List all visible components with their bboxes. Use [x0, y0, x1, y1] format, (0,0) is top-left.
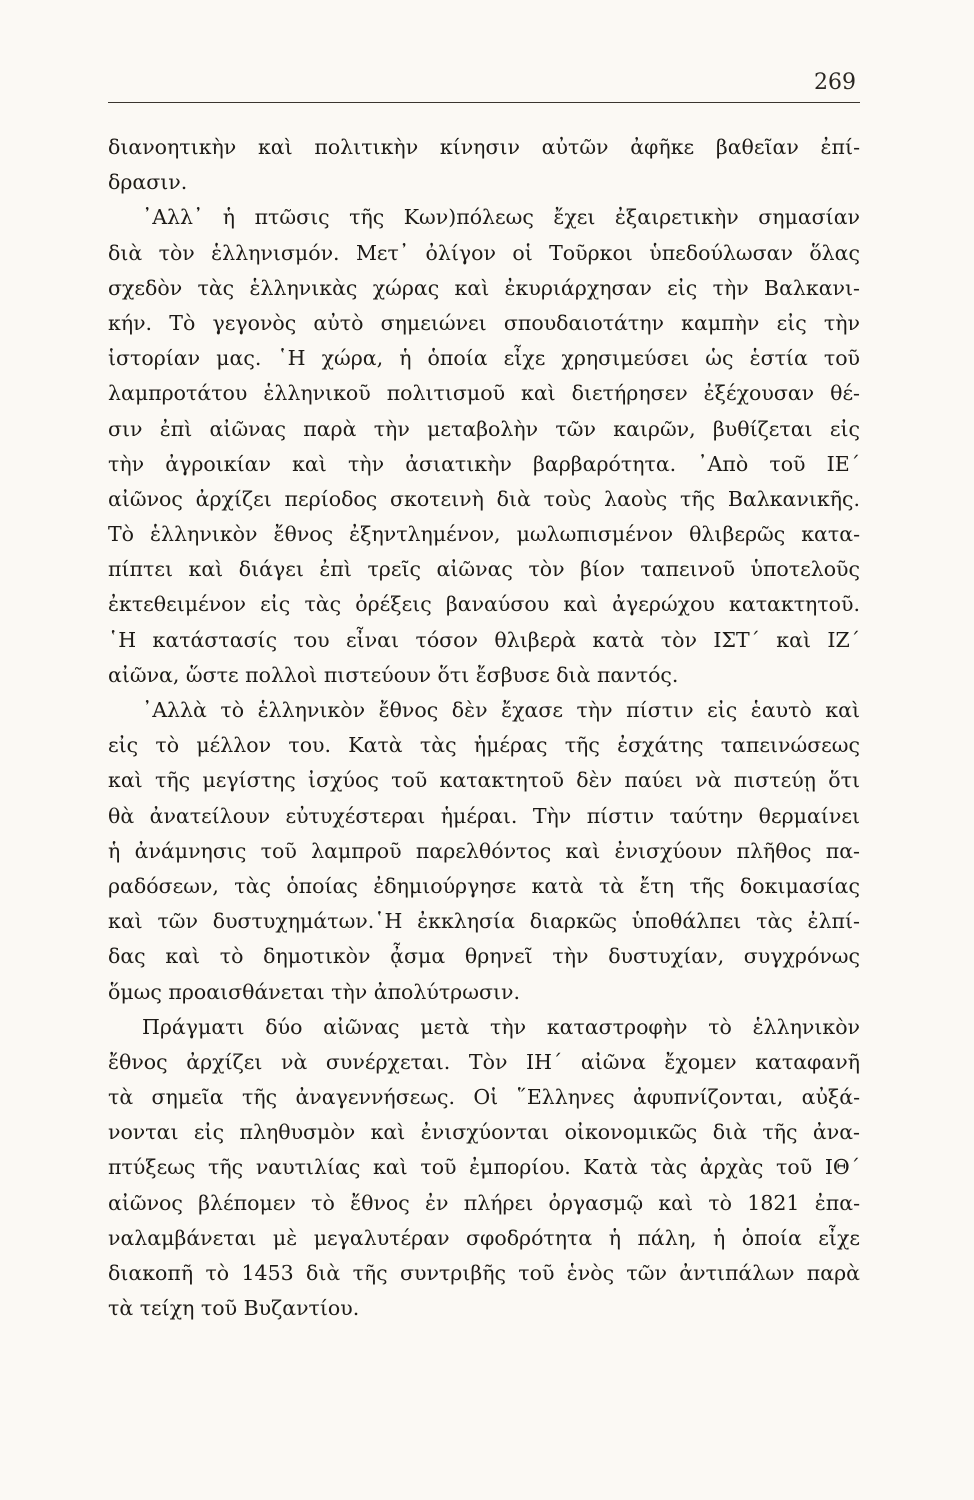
text-line: ᾿Αλλ᾿ ἡ πτῶσις τῆς Κων)πόλεως ἔχει ἐξαιρετικὴν σημασίαν	[142, 205, 860, 230]
text-line: εἰς τὸ μέλλον του. Κατὰ τὰς ἡμέρας τῆς ἐσχάτης ταπεινώσεως	[108, 733, 860, 758]
text-line: αἰῶνος βλέπομεν τὸ ἔθνος ἐν πλήρει ὀργασμῷ καὶ τὸ 1821 ἐπα-	[108, 1190, 860, 1215]
text-line: ἱστορίαν μας. ῾Η χώρα, ἡ ὁποία εἶχε χρησιμεύσει ὡς ἑστία τοῦ	[108, 346, 860, 371]
text-line: καὶ τῆς μεγίστης ἰσχύος τοῦ κατακτητοῦ δὲν παύει νὰ πιστεύῃ ὅτι	[108, 768, 860, 793]
text-line: σιν ἐπὶ αἰῶνας παρὰ τὴν μεταβολὴν τῶν καιρῶν, βυθίζεται εἰς	[108, 416, 860, 441]
body-text	[108, 130, 860, 1326]
text-line: νονται εἰς πληθυσμὸν καὶ ἐνισχύονται οἰκονομικῶς διὰ τῆς ἀνα-	[108, 1120, 860, 1145]
text-line: ὅμως προαισθάνεται τὴν ἀπολύτρωσιν.	[108, 979, 520, 1004]
text-line: σχεδὸν τὰς ἑλληνικὰς χώρας καὶ ἐκυριάρχησαν εἰς τὴν Βαλκανι-	[108, 275, 860, 300]
text-line: Τὸ ἑλληνικὸν ἔθνος ἐξηντλημένον, μωλωπισμένον θλιβερῶς κατα-	[108, 522, 860, 547]
text-line: αἰῶνα, ὥστε πολλοὶ πιστεύουν ὅτι ἔσβυσε διὰ παντός.	[108, 662, 679, 687]
header-rule	[108, 102, 860, 103]
text-line: ᾿Αλλὰ τὸ ἑλληνικὸν ἔθνος δὲν ἔχασε τὴν πίστιν εἰς ἑαυτὸ καὶ	[142, 698, 860, 722]
text-line: ῾Η κατάστασίς του εἶναι τόσον θλιβερὰ κατὰ τὸν ΙΣΤ΄ καὶ ΙΖ΄	[108, 627, 860, 652]
text-line: πτύξεως τῆς ναυτιλίας καὶ τοῦ ἐμπορίου. Κατὰ τὰς ἀρχὰς τοῦ ΙΘ΄	[108, 1155, 860, 1180]
text-line: κήν. Τὸ γεγονὸς αὐτὸ σημειώνει σπουδαιοτάτην καμπὴν εἰς τὴν	[108, 310, 860, 335]
text-line: τὰ σημεῖα τῆς ἀναγεννήσεως. Οἱ ῞Ελληνες ἀφυπνίζονται, αὐξά-	[108, 1085, 860, 1110]
text-line: ἡ ἀνάμνησις τοῦ λαμπροῦ παρελθόντος καὶ ἐνισχύουν πλῆθος πα-	[108, 838, 860, 863]
text-line: τὴν ἀγροικίαν καὶ τὴν ἀσιατικὴν βαρβαρότητα. ᾿Απὸ τοῦ ΙΕ΄	[108, 451, 860, 476]
text-line: λαμπροτάτου ἑλληνικοῦ πολιτισμοῦ καὶ διετήρησεν ἐξέχουσαν θέ-	[108, 381, 860, 406]
text-line: ἔθνος ἀρχίζει νὰ συνέρχεται. Τὸν ΙΗ΄ αἰῶνα ἔχομεν καταφανῆ	[108, 1049, 860, 1074]
text-line: διὰ τὸν ἑλληνισμόν. Μετ᾿ ὀλίγον οἱ Τοῦρκοι ὑπεδούλωσαν ὅλας	[108, 240, 860, 265]
text-line: διανοητικὴν καὶ πολιτικὴν κίνησιν αὐτῶν ἀφῆκε βαθεῖαν ἐπί-	[108, 135, 860, 159]
text-line: ραδόσεων, τὰς ὁποίας ἐδημιούργησε κατὰ τὰ ἔτη τῆς δοκιμασίας	[108, 873, 860, 898]
text-line: δας καὶ τὸ δημοτικὸν ᾆσμα θρηνεῖ τὴν δυστυχίαν, συγχρόνως	[108, 944, 860, 969]
text-line: αἰῶνος ἀρχίζει περίοδος σκοτεινὴ διὰ τοὺς λαοὺς τῆς Βαλκανικῆς.	[108, 486, 860, 511]
page-number: 269	[814, 70, 856, 95]
text-line: καὶ τῶν δυστυχημάτων.῾Η ἐκκλησία διαρκῶς ὑποθάλπει τὰς ἐλπί-	[108, 909, 860, 934]
text-line: ναλαμβάνεται μὲ μεγαλυτέραν σφοδρότητα ἡ πάλη, ἡ ὁποία εἶχε	[108, 1225, 860, 1250]
text-line: ἐκτεθειμένον εἰς τὰς ὀρέξεις βαναύσου καὶ ἀγερώχου κατακτητοῦ.	[108, 592, 860, 617]
text-line: διακοπῆ τὸ 1453 διὰ τῆς συντριβῆς τοῦ ἑνὸς τῶν ἀντιπάλων παρὰ	[108, 1261, 860, 1285]
text-line: τὰ τείχη τοῦ Βυζαντίου.	[108, 1296, 360, 1321]
text-line: πίπτει καὶ διάγει ἐπὶ τρεῖς αἰῶνας τὸν βίον ταπεινοῦ ὑποτελοῦς	[108, 557, 860, 582]
text-line: δρασιν.	[108, 170, 188, 195]
text-line: θὰ ἀνατείλουν εὐτυχέστεραι ἡμέραι. Τὴν πίστιν ταύτην θερμαίνει	[108, 803, 860, 828]
text-line: Πράγματι δύο αἰῶνας μετὰ τὴν καταστροφὴν τὸ ἑλληνικὸν	[142, 1014, 860, 1039]
